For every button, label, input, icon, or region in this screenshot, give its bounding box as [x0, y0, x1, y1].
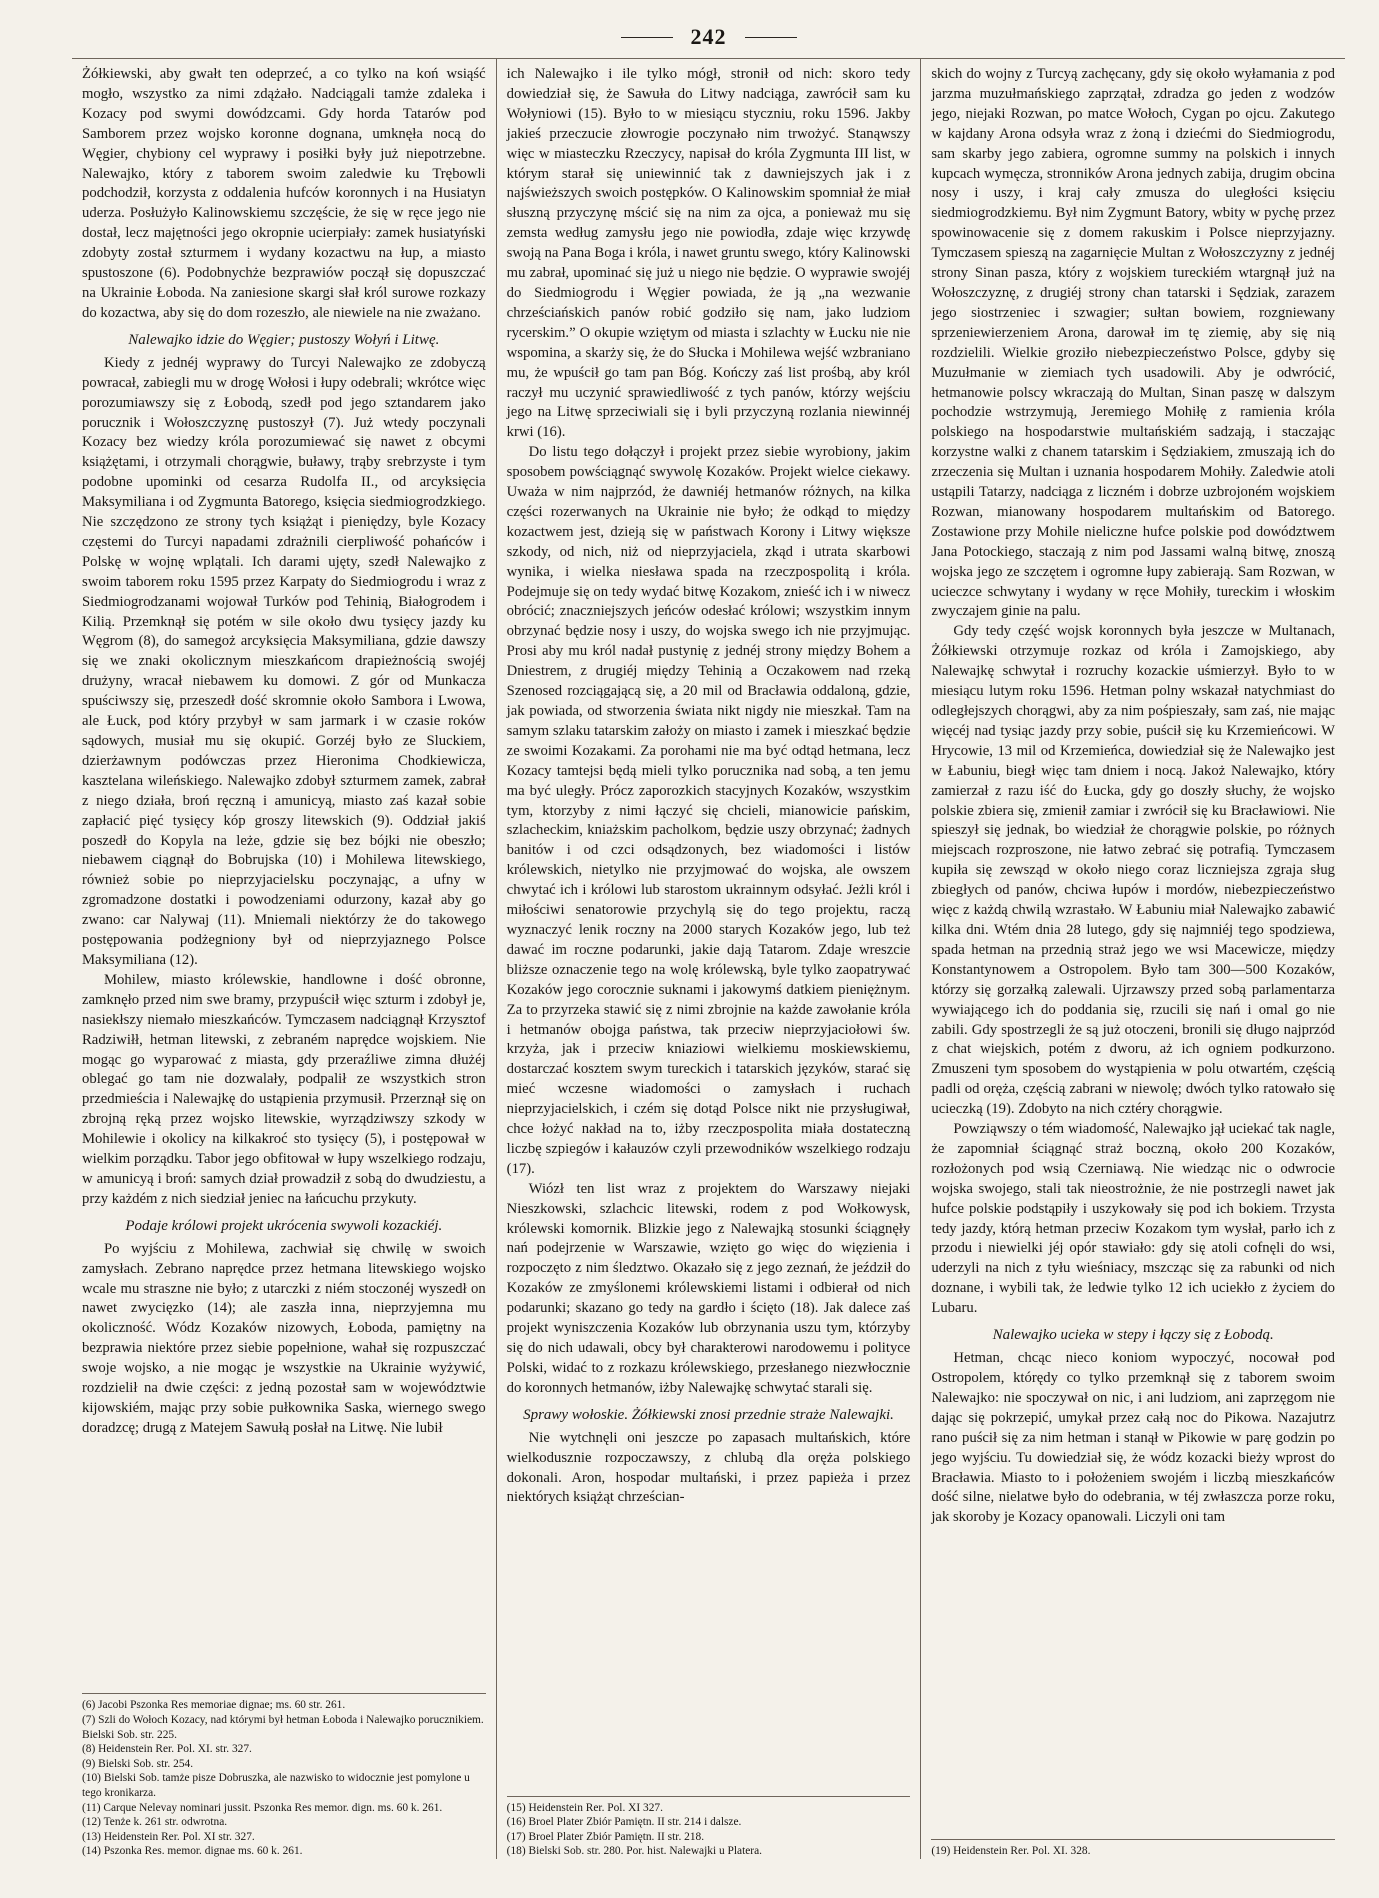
footnote: (14) Pszonka Res. memor. dignae ms. 60 k. 261. — [82, 1845, 303, 1858]
footnote: (6) Jacobi Pszonka Res memoriae dignae; ms. 60 str. 261. — [82, 1699, 346, 1712]
paragraph: Żółkiewski, aby gwałt ten odeprzeć, a co tylko na koń wsiąść mogło, wszystko za nimi zdążało. Nadciągali tamże zdaleka i Kozacy pod swymi dowódzcami. Gdy horda Tatarów pod Samborem przez wojsko koronne dognana, umknęła nocą do Węgier, chybiony cel wyprawy i posiłki były już niepotrzebne. Nalewajko, który z taborem swoim zaledwie ku Trębowli podchodził, korzysta z oddalenia hufców koronnych i na Husiatyn uderza. Posłużyło Kalinowskiemu szczęście, że się w ręce jego nie dostał, lecz majętności jego okropnie ucierpiały: zamek husiatyński zdobyty został szturmem i wydany kozactwu na łup, a miasto spustoszone (6). Podobnychże bezprawiów począł się dopuszczać na Ukrainie Łoboda. Na zaniesione skargi słał król surowe rozkazy do kozactwa, aby się do dom rozeszło, ale niewiele na nie zważano. — [82, 66, 486, 321]
footnotes — [82, 1693, 486, 1859]
paragraph: Gdy tedy część wojsk koronnych była jeszcze w Multanach, Żółkiewski otrzymuje rozkaz od króla i Zamojskiego, aby Nalewajkę schwytał i rozruchy kozackie uśmierzył. Było to w miesiącu lutym roku 1596. Hetman polny wskazał natychmiast do odległejszych chorągwi, aby za nim pośpieszały, sam zaś, nie mając więcéj nad tysiąc jazdy przy sobie, puścił się ku Krzemieńcowi. W Hrycowie, 13 mil od Krzemieńca, dowiedział się że Nalewajko jest w Łabuniu, biegł więc tam dniem i nocą. Jakoż Nalewajko, który zamierzał z razu iść do Łucka, gdy go doszły słuchy, że wojsko polskie zbiera się, zmienił zamiar i zwrócił się ku Bracławiowi. Nie spieszył się jednak, bo wiedział że chorągwie polskie, po różnych miejscach rozproszone, nie łatwo zebrać się potrafią. Tymczasem kupiła się zewsząd w około niego coraz liczniejsza zgraja sług zbiegłych od panów, chciwa łupów i mordów, niebezpieczeństwo więc z każdą chwilą wzrastało. W Łabuniu miał Nalewajko zabawić kilka dni. Wtém dnia 28 lutego, gdy się najmniéj tego spodziewa, spada hetman na przednią straż jego we wsi Macewicze, między Konstantynowem a Ostropolem. Było tam 300—500 Kozaków, którzy się gorzałką zalewali. Ujrzawszy przed sobą parlamentarza wywiającego ich do poddania się, rzucili się nań i omal go nie zabili. Gdy spostrzegli że są już otoczeni, bronili się długo najprzód z chat wiejskich, potém z dworu, aż ich ogniem podkurzono. Zmuszeni tym sposobem do wystąpienia w polu otwartém, częścią padli od oręża, częścią zabrani w niewolę; dwóch tylko ratowało się ucieczką (19). Zdobyto na nich cztéry chorągwie. — [931, 623, 1336, 1118]
section-heading: Nalewajko idzie do Węgier; pustoszy Wołyń i Litwę. — [128, 331, 440, 348]
footnote: (8) Heidenstein Rer. Pol. XI. str. 327. — [82, 1743, 252, 1756]
footnote: (17) Broel Plater Zbiór Pamiętn. II str. 218. — [506, 1830, 705, 1843]
section-heading: Sprawy wołoskie. Żółkiewski znosi przednie straże Nalewajki. — [523, 1406, 894, 1423]
section-heading: Nalewajko ucieka w stepy i łączy się z Łobodą. — [992, 1327, 1274, 1344]
paragraph: Do listu tego dołączył i projekt przez siebie wyrobiony, jakim sposobem powściągnąć swywolę Kozaków. Projekt wielce ciekawy. Uważa w nim najprzód, że dawniéj hetmanów różnych, na kilka części rozerwanych na Ukrainie nie było; że odkąd to między kozactwem jest, dzieją się w państwach Korony i Litwy większe szkody, od nich, niż od nieprzyjaciela, zkąd i utrata skarbowi wynika, i wielka niesława spada na rzeczpospolitą i króla. Podejmuje się on tedy wydać bitwę Kozakom, znieść ich i w niwecz obrócić; znaczniejszych jeńców odesłać królowi; wszystkim innym obrzynać będzie nosy i uszy, do wojska swego ich nie przyjmując. Prosi aby mu król nadał pustynię z jednéj strony między Bohem a Dniestrem, z drugiéj między Tehinią a Oczakowem nad rzeką Szenosed rozciągającą się, a 20 mil od Bracławia oddaloną, gdzie, jak powiada, od stworzenia świata nikt nigdy nie mieszkał. Tam na samym szlaku tatarskim założy on miasto i zamek i mieszkać będzie ze swoimi Kozakami. Za porohami nie ma być odtąd hetmana, lecz Kozacy tamtejsi będą mieli tylko porucznika nad sobą, a ten jemu ma być uległy. Prócz zaporozkich stacyjnych Kozaków, wszystkim tym, ktorzyby z nimi łączyć się chcieli, mianowicie pańskim, szlacheckim, kniażskim pacholkom, będzie uszy obrzynać; żadnych banitów i od czci odsądzonych, bez wiadomości i listów królewskich, nietylko nie przyjmować do wojska, ale owszem chwytać ich i królowi lub starostom ukrainnym odsyłać. Jeżli król i miłościwi senatorowie przychylą się do tego projektu, raczą wyznaczyć lenik roczny na 2000 starych Kozaków jego, lub też dawać im roczne podarunki, jakie dają Tatarom. Zdaje wreszcie bliższe oznaczenie tego na wolę królewską, byle tylko zaopatrywać Kozaków jego corocznie suknami i jakowymś datkiem pieniężnym. Za to przyrzeka stawić się z nimi zbrojnie na każde zawołanie króla i hetmanów obojga państwa, tak przeciw nieprzyjaciołowi św. krzyża, jak i przeciw kniaziowi wielkiemu moskiewskiemu, dostarczać kosztem swym tureckich i tatarskich języków, starać się mieć wczesne wiadomości o zamysłach i ruchach nieprzyjacielskich, i czém się dotąd Polsce nikt nie przysługiwał, chce łożyć nakład na to, iżby rzeczpospolita miała dostateczną liczbę szpiegów i kałauzów czyli przewodników wszelkiego rodzaju (17). — [506, 444, 911, 1177]
page-number: 242 — [690, 24, 727, 49]
footnote: (18) Bielski Sob. str. 280. Por. hist. Nalewajki u Platera. — [506, 1845, 762, 1858]
column-body — [507, 65, 911, 1508]
footnote: (11) Carque Nelevay nominari jussit. Pszonka Res memor. dign. ms. 60 k. 261. — [82, 1801, 443, 1814]
footnote: (10) Bielski Sob. tamże pisze Dobruszka, ale nazwisko to widocznie jest pomylone u tego kronikarza. — [82, 1772, 470, 1800]
paragraph: Mohilew, miasto królewskie, handlowne i dość obronne, zamknęło przed nim swe bramy, przypuścił więc szturm i zdobył je, nasiekłszy niemało mieszkańców. Tymczasem nadciągnął Krzysztof Radziwiłł, hetman litewski, z zebraném naprędce wojskiem. Nie mogąc go wyparować z miasta, gdy przeraźliwe zimna dłużéj oblegać go tam nie dozwalały, podpalił ze wszystkich stron przedmieścia i Nalewajkę do ustąpienia przymusił. Przerznął się on zbrojną ręką przez wojsko litewskie, wyrządziwszy szkody w Mohilewie i okolicy na kilkakroć sto tysięcy (5), i postępował w wielkim porządku. Tabor jego obfitował w łupy wszelkiego rodzaju, w amunicyą i broń: samych dział prowadził z sobą do dwudziestu, a przy każdém z nich siedział jeniec na łańcuchu przykuty. — [82, 971, 486, 1207]
column-3 — [920, 59, 1345, 1859]
column-body — [931, 65, 1335, 1528]
paragraph: Nie wytchnęli oni jeszcze po zapasach multańskich, które wielkodusznie rozpoczawszy, z chlubą dla oręża polskiego dokonali. Aron, hospodar multański, i przez papieża i przez niektórych książąt chrześcian- — [506, 1429, 911, 1506]
paragraph: Wiózł ten list wraz z projektem do Warszawy niejaki Nieszkowski, szlachcic litewski, rodem z pod Wołkowysk, królewski komornik. Blizkie jego z Nalewajką stosunki ściągnęły nań podejrzenie w Warszawie, wzięto go więc do więzienia i rozpoczęto z nim śledztwo. Okazało się z jego zeznań, że jeździł do Kozaków ze zmyślonemi królewskiemi listami i odbierał od nich podarunki; skazano go tedy na gardło i ścięto (18). Jak dalece zaś projekt wyniszczenia Kozaków lub obrzynania uszu tym, którzyby się do nich udawali, obcy był charakterowi narodowemu i polityce Polski, widać to z rozkazu królewskiego, przesłanego niezwłocznie do koronnych hetmanów, iżby Nalewajkę schwytać starali się. — [506, 1180, 911, 1396]
footnote: (9) Bielski Sob. str. 254. — [82, 1757, 194, 1770]
paragraph: Powziąwszy o tém wiadomość, Nalewajko jął uciekać tak nagle, że zapomniał ściągnąć straż boczną, około 200 Kozaków, rozłożonych pod wsią Czerniawą. Nie wiedząc nic o odwrocie wojska swojego, stali tak nieostrożnie, że nie postrzegli nawet jak hufce polskie podstąpiły i uszykowały się pod ich bokiem. Trzysta tedy jazdy, którą hetman przeciw Kozakom tym wysłał, parło ich z przodu i niewielki jéj opór stawiało: gdy się atoli cofnęli do wsi, uderzyli na nich z tyłu wieśniacy, mszcząc się za rabunki od nich doznane, i wybili tak, że ledwie tylko 12 ich uciekło z życiem do Lubaru. — [931, 1121, 1336, 1317]
footnotes — [931, 1839, 1335, 1859]
footnotes — [507, 1796, 911, 1859]
footnote: (7) Szli do Wołoch Kozacy, nad którymi był hetman Łoboda i Nalewajko porucznikiem. Bielski Sob. str. 225. — [82, 1714, 484, 1741]
paragraph: Hetman, chcąc nieco koniom wypoczyć, nocował pod Ostropolem, którędy co tylko przemknął się z taborem swoim Nalewajko: nie spoczywał on nic, i ani ludziom, ani zaprzęgom nie dając się pokrzepić, umykał przez całą noc do Pikowa. Nazajutrz rano puścił się za nim hetman i stanął w Pikowie w parę godzin po jego wyjściu. Tu dowiedział się, że wódz kozacki bieży wprost do Bracławia. Miasto to i położeniem swojém i liczbą mieszkańców dość silne, nielatwe było do odebrania, w téj zwłaszcza porze roku, jak skoroby je Kozacy opanowali. Liczyli oni tam — [931, 1350, 1336, 1526]
header-rule-left — [621, 37, 673, 38]
footnote: (15) Heidenstein Rer. Pol. XI 327. — [506, 1801, 663, 1814]
column-2 — [496, 59, 921, 1859]
paragraph: skich do wojny z Turcyą zachęcany, gdy się około wyłamania z pod jarzma muzułmańskiego zaprzątał, zdradza go jeden z wodzów jego, niejaki Rozwan, po matce Wołoch, Cygan po ojcu. Zakutego w kajdany Arona odsyła wraz z żoną i dziećmi do Siedmiogrodu, sam skarby jego zabiera, ogromne summy na polskich i innych kupcach wymęcza, stronników Arona jednych zabija, drugim obcina nosy i uszy, i kraj cały zmusza do uległości księciu siedmiogrodzkiemu. Był nim Zygmunt Batory, wbity w pychę przez spowinowacenie się z domem rakuskim i Polsce nieprzyjazny. Tymczasem spieszą na zagarnięcie Multan z Wołoszczyzny z jednéj strony Sinan pasza, który z wojskiem tureckiém wtargnął już na Wołoszczyznę, z drugiéj strony chan tatarski i Sędziak, zarazem jego siostrzeniec i szwagier; sułtan bowiem, rozgniewany sprzeniewierzeniem Arona, darował im tę ziemię, aby się nią rozdzielili. Wielkie groziło niebezpieczeństwo Polsce, gdyby się Muzułmanie w ziemiach tych usadowili. Aby je odwrócić, hetmanowie polscy wkraczają do Multan, Sinan paszę w dalszym pochodzie wstrzymują, Jeremiego Mohiłę z ramienia króla polskiego na hospodarstwie multańskiém sadzają, i staczając korzystne walki z chanem tatarskim i Sędziakiem, zmuszają ich do zrzeczenia się Multan i uznania hospodarem Mohiły. Zaledwie atoli ustąpili Tatarzy, nadciąga z liczném i dobrze uzbrojoném wojskiem Rozwan, mianowany hospodarem multańskim od Batorego. Zostawione przy Mohile nieliczne hufce polskie pod dowództwem Jana Potockiego, staczają z nim pod Jassami walną bitwę, znoszą wojska jego ze szczętem i ogromne łupy zabierają. Sam Rozwan, w ucieczce schwytany i wydany w ręce Mohiły, tureckim i włoskim zwyczajem ginie na palu. — [931, 66, 1336, 620]
footnote: (12) Tenże k. 261 str. odwrotna. — [82, 1816, 228, 1829]
paragraph: Kiedy z jednéj wyprawy do Turcyi Nalewajko ze zdobyczą powracał, zabiegli mu w drogę Wołosi i łupy odebrali; wkrótce więc porozumiawszy się z Łobodą, szedł pod jego sztandarem jako porucznik i Wołoszczyznę pustoszył (7). Już wtedy poczynali Kozacy bez wiedzy króla porozumiewać się nawet z obcymi książętami, i otrzymali chorągwie, buławy, trąby srebrzyste i tym podobne upominki od cesarza Rudolfa II., od arcyksięcia Maksymiliana i od Zygmunta Batorego, księcia siedmiogrodzkiego. Nie szczędzono ze strony tych książąt i pieniędzy, byle Kozacy częstemi do Turcyi napadami zdrażnili cierpliwość pohańców i Polskę w wojnę wplątali. Ich darami ujęty, szedł Nalewajko z swoim taborem roku 1595 przez Karpaty do Siedmiogrodu i wraz z Siedmiogrodzanami wojował Turków pod Tehinią, Białogrodem i Kilią. Przemknął się potém w sile około dwu tysięcy jazdy ku Węgrom (8), do samegoż arcyksięcia Maksymiliana, gdzie dawszy się we znaki okolicznym mieszkańcom drapieżnością swojéj drużyny, wracał niebawem ku domowi. Z gór od Munkacza spuściwszy się, przeszedł dość skromnie około Sambora i Lwowa, ale Łuck, pod który przybył w sam jarmark i w czasie roków sądowych, musiał mu się okupić. Gorzéj było ze Sluckiem, dzierżawnym podówczas przez Hieronima Chodkiewicza, kasztelana wileńskiego. Nalewajko zdobył szturmem zamek, zabrał z niego działa, broń ręczną i amunicyą, miasto zaś kazał sobie zapłacić pięć tysięcy kóp groszy litewskich (9). Oddział jakiś poszedł do Kopyla na leże, gdzie się bez bójki nie obeszło; niebawem ciągnął do Bobrujska (10) i Mohilewa litewskiego, również sobie po nieprzyjacielsku poczynając, a ufny w zgromadzone dostatki i powodzeniami odurzony, kazał aby go zwano: car Nalywaj (11). Mniemali niektórzy że do takowego postępowania podżegniony był od nieprzyjaznego Polsce Maksymiliana (12). — [82, 354, 486, 968]
footnote: (16) Broel Plater Zbiór Pamiętn. II str. 214 i dalsze. — [506, 1816, 742, 1829]
page-header — [72, 16, 1345, 58]
footnote: (19) Heidenstein Rer. Pol. XI. 328. — [931, 1845, 1091, 1858]
paragraph: ich Nalewajko i ile tylko mógł, stronił od nich: skoro tedy dowiedział się, że Sawuła do Litwy nadciąga, zawrócił sam ku Wołyniowi (15). Było to w miesiącu styczniu, roku 1596. Jakby jakieś przeczucie złowrogie poczynało nim trwożyć. Stanąwszy więc w miasteczku Rzeczycy, napisał do króla Zygmunta III list, w którym starał się uniewinnić tak z dawniejszych jak i z najświeższych swoich postępków. O Kalinowskim spomniał że miał słuszną przyczynę mścić się na nim za ojca, a ponieważ mu się zemsta według zamysłu jego nie powiodła, zdaje więc krzywdę swoją na Pana Boga i króla, i nawet gruntu swego, który Kalinowski mu zabrał, upominać się już u niego nie będzie. O wyprawie swojéj do Siedmiogrodu i Węgier powiada, że ją „na wezwanie chrześciańskich panów robić godziło się nam, jako ludziom rycerskim.” O okupie wziętym od miasta i szlachty w Łucku nie nie wspomina, a skarży się, że do Słucka i Mohilewa wejść wzbraniano mu, że wpuścił go tam pan Bóg. Kończy zaś list prośbą, aby król raczył mu uczynić sprawiedliwość z tych panów, którzy wejściu jego na Litwę sprzeciwiali się i byli przyczyną rozlania niewinnéj krwi (16). — [506, 66, 911, 441]
column-1 — [72, 59, 496, 1859]
footnote: (13) Heidenstein Rer. Pol. XI str. 327. — [82, 1830, 255, 1843]
section-heading: Podaje królowi projekt ukrócenia swywoli kozackiéj. — [125, 1217, 443, 1234]
column-body — [82, 65, 486, 1439]
header-rule-right — [745, 37, 797, 38]
paragraph: Po wyjściu z Mohilewa, zachwiał się chwilę w swoich zamysłach. Zebrano naprędce przez hetmana litewskiego wojsko wcale mu straszne nie było; z utarczki z niém stoczonéj wyszedł on nawet zwycięzko (14); ale zaszła inna, nieprzyjemna mu okoliczność. Wódz Kozaków nizowych, Łoboda, pamiętny na bezprawia niektóre przez siebie popełnione, wahał się rozpuszczać swoje wojsko, a nie mogąc je wszystkie na Ukrainie wyżywić, rozdzielił na dwie części: z jedną pozostał sam w województwie kijowskiém, mając przy sobie pułkownika Saska, wiernego swego doradzcę; drugą z Matejem Sawułą posłał na Litwę. Nie lubił — [82, 1240, 486, 1436]
text-columns — [72, 58, 1345, 1859]
